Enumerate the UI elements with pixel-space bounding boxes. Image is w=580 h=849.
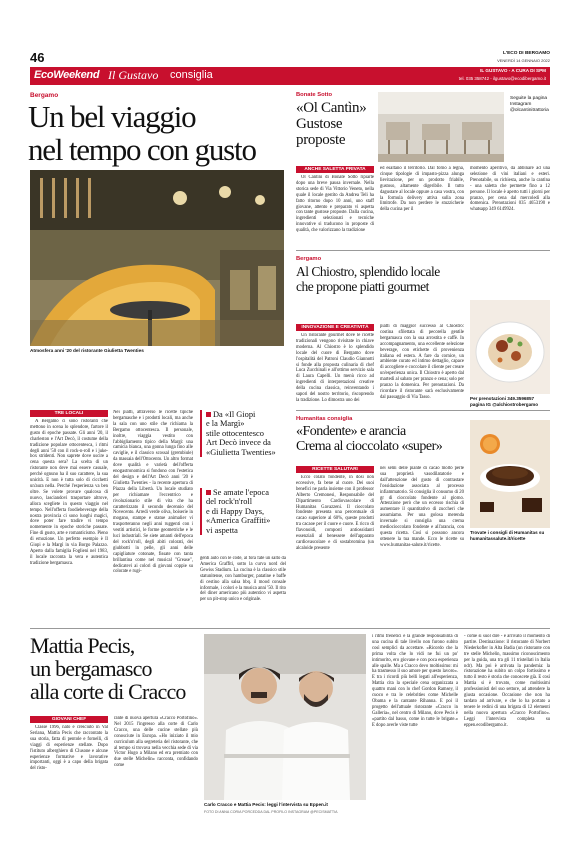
mattia-col3	[372, 634, 458, 819]
chiostro-kicker: Bergamo	[296, 256, 322, 262]
chiostro-dish-photo	[470, 300, 550, 394]
chiostro-col1	[296, 333, 374, 407]
mattia-photo	[204, 634, 366, 800]
chiostro-title-line1: Al Chiostro, splendido locale	[296, 264, 440, 279]
mattia-col3-text: i ritmi frenetici e la grande responsabilità di una cucina di tale livello non furono subito così semplici da accettare. «Ricordo che la prima volta che lo vidi ne fui un po' intimorito, ero giovane e con poca esperienza alle spalle. Ma a Cracco devo moltissimo: mi ha trasmesso il suo amore per questo lavoro». E tra i ricordi più belli legati all'esperienza, Mattia cita la speciale cena organizzata a quattro mani con lo chef Gordon Ramsey, il cuoco e tra le celebrities come Michelle Obama e la cantante Rihanna. E poi il progetto dell'attuale ristorante «Cracco in Galleria», nel centro di Milano, dove Pecis è «partito dal basso, come in tutte le brigate.» E dopo averle viste tutte	[372, 634, 458, 728]
section-gustavo: Il Gustavo	[108, 68, 159, 82]
cantini-side-note: Seguite la pagina Instagram @olcantinitrattoria	[510, 96, 549, 113]
mattia-col1-text: Classe 1996, nato e cresciuto in Val Seriana, Mattia Pecis che raccontato la sua storia, fatta di pentole e fornelli, di viaggi di esperienze stellate. Dopo l'istituto alberghiero di Clusone e alcune esperienze formative e lavorative importanti, oggi è a capo della brigata del risto-	[30, 725, 108, 772]
mattia-title-line3: alla corte di Cracco	[30, 679, 186, 704]
cantini-kicker: Bonate Sotto	[296, 92, 333, 98]
pull2-line5: vi aspetta	[206, 525, 238, 535]
section-consiglia: consiglia	[170, 69, 213, 81]
divider-chiostro	[296, 410, 550, 411]
fondente-kicker: Humanitas consiglia	[296, 416, 353, 422]
cantini-col1	[296, 175, 374, 247]
cantini-title-line2: Gustose	[296, 116, 343, 132]
cantini-title-line1: «Ol Cantìn»	[296, 100, 367, 116]
fondente-col2-text: nei semi delle piante di cacao molto perle sua proprietà vasodilatatorie e dall'attenzione del gusto di contrastare l'ossidazione associata al processo infiammatorio. Si consiglia il consumo di 20 gr di cioccolato fondente al giorno. Attenzione però che un eccesso rischia di aumentare il quantitativo di zuccheri che assumiamo. Per una golosa merenda invernale si consiglia una crema mediocioccolato fondente e all'arancia, con questa ricetta. Così si possono ancora ottenere la tua mande. Ecco le ricette su www.humanitas-salute.it/ricette.	[380, 466, 464, 548]
fondente-label: RICETTE SALUTARI	[296, 466, 374, 473]
mattia-col1	[30, 725, 108, 819]
main-photo-caption: Atmosfera anni '20 del ristorante Giulietta Twenties	[30, 348, 144, 353]
editor-line: IL GUSTAVO - A CURA DI SPM	[480, 68, 546, 73]
pull2-line3: e di Happy Days,	[206, 506, 265, 516]
mattia-col4	[464, 634, 550, 819]
mattia-title-line1: Mattia Pecis,	[30, 633, 135, 658]
fondente-col2	[380, 466, 464, 563]
pull1-line2: e la Margì»	[206, 419, 245, 429]
mattia-caption: Carlo Cracco e Mattia Pecis: leggi l'intervista su Eppen.it	[204, 802, 328, 807]
cantini-label: ANCHE SALETTA PRIVATA	[296, 166, 374, 173]
main-kicker: Bergamo	[30, 92, 59, 99]
fondente-title-line2: Crema al cioccolato «super»	[296, 439, 443, 454]
mattia-col2-text: rante di nuova apertura «Cracco Portofino». Nel 2015 l'ingresso alla corte di Carlo Cracco, una delle cucine stellate più conosciute in Europa. «Ho iniziato il mio curriculum alla segreteria del ristorante, che al tempo si trovava nella vecchia sede di via Victor Hugo a Milano ed era premiato con due stelle Michelin» racconta, confidando come	[114, 716, 198, 769]
divider-cantini	[296, 250, 550, 251]
section-ecoweekend: EcoWeekend	[34, 69, 100, 81]
pull1-line5: «Giulietta Twenties»	[206, 447, 276, 457]
cantini-col2-text: ed esaltano il territorio. Dal forno a legna, cinque tipologie di impasto-pizza alunga lievitazione, per un prodotto friabile, gustoso, altamente digeribile. Il tutto dagustare al locale oppure a casa vostra, con la formula delivery attiva sulla zona limitrofe. Da non perdere le stuzzicherie della cucina per il	[380, 166, 464, 213]
pull1-line4: Art Decò invece da	[206, 438, 271, 448]
main-title-line2: nel tempo con gusto	[28, 132, 256, 167]
cantini-col3	[470, 166, 550, 247]
chiostro-label: INNOVAZIONE E CREATIVITÀ	[296, 324, 374, 331]
chiostro-col2	[380, 324, 464, 407]
fondente-caption: Trovate i consigli di Humanitas su humanitassalute.it/ricette	[470, 530, 545, 541]
chiostro-col1-text: Un ristorante gourmet dove le ricette tradizionali vengono rivisitate in chiave moderna. Al Chiostro è lo splendido locale del cuore di Bergamo dove l'ospitalità del Patroni Claudio Giannotti si fonde alla proposta culinaria di chef Luca Zucchinali e all'ottimo servizio sala di Laura Capelli. Un menù ricco ad ingredienti di interpretazioni creative della cucina classica, reinventando i sapori del nostro territorio, riscoprendo la tradizione. Lo dimostra uno dei	[296, 333, 374, 403]
paper-name: L'ECO DI BERGAMO	[503, 51, 550, 56]
main-col3	[200, 556, 286, 616]
main-col2	[113, 410, 193, 649]
pull-quote-1	[200, 410, 286, 457]
issue-date: VENERDÌ 14 GENNAIO 2022	[497, 58, 550, 63]
pull1-line1: Da «Il Giopi	[213, 410, 256, 419]
pull-quote-2	[200, 488, 286, 535]
main-col1	[30, 419, 108, 649]
restaurant-photo	[30, 170, 284, 346]
mattia-col2	[114, 716, 198, 819]
main-col2-text: Nei piatti, attraverso le ricette tipiche bergamasche e i prodotti locali, ma anche la sala con uno stile che richiama la Bergamo ottocentesca. Il personale, inoltre, viaggia vestito con l'abbigliamento tipico della Margì: una camicia bianca, una gonna lunga fino alle caviglie, e il classico scossal (grembiule) da massaia dell'Ottocento. Un altro format dove qualità e varietà dell'offerta enogastronomica si fondono con l'estetica del design e dell'Art Decò anni '20 è Giulietta Twenties - la recente apertura di Piazza della Libertà. Un locale studiato per richiamare l'eccentrico e rivoluzionario stile di vita che ha caratterizzato il secondo decennio del Novecento. Arredi verde oliva, boiserie in mogano, stampe e statue animalier vi trasporteranno negli anni ruggenti con i vestiti artistici, le forme geometriche e le luci industriali. Se siete amanti dell'epoca del rock'n'roll, degli abiti colorati, dei giubbotti in pelle, gli anni delle capigliature cotonate, fissate con tanta brillantina come nel musical "Grease", dedicatevi ai colori di giovani coppie su colorate e rugi-	[113, 410, 193, 575]
main-col3-text: genti auto con le code, al fora fate un salto da America Graffiti, sotto la curva nord del Gewiss Stadium. La cucina è la classico stile statunitense, con hamburger, patatine e baffe di cestino alla salsa bbq. il mood consale informale, i colori e la musica anni '50. Il rito del diner americano più autentico vi aspetta per un pit-stop unico e originale.	[200, 556, 286, 603]
chiostro-caption: Per prenotazioni 349.3596857 pagina IG @alchiostrobergamo	[470, 396, 539, 407]
main-title-line1: Un bel viaggio	[28, 99, 196, 134]
fondente-col1-text: Ecco colato fondente, in dosi non eccessive, fa bene al cuore. Dei suoi benefici ne parla insieme con il professor Alberto Cremonesi, Responsabile del Dipartimento Cardiovascolare di Humanitas Gavazzeni. Il cioccolato fondente presenta una percentuale di cacao superiore al 60%, queste prodotti tra cacaoe per il cuore e cuore. E ricco di flavonoidi, composti antiossidanti essenziali al benessere dell'apparato cardiovascolare e di sostabromina (un alcaloide presente	[296, 475, 374, 551]
main-label: TRE LOCALI	[30, 410, 108, 417]
mattia-col4-text: - come si suol dire - è arrivato il momento di partire. Destinazione: il ristorante di Norbert Niederkofler in Alta Badia (un ristorante con tre stelle Michelin, massimo riconoscimento per la guida, una tra gli 11 tristellati in Italia ndr). Ma poi è arrivata la pandemia: la ristorazione ha subito un colpo fortissimo e tutto il resto è storia che conoscete già. E così Mattia si è trovato, come moltissimi professionisti del suo settore, ad attendere la giusta occasione. Occasione che non ha tardato ad arrivare, e che lo ha portato a tenere le redini di una brigata di 12 elementi nella nuova apertura «Cracco Portofino». Leggi l'intervista completa su eppen.ecodibergamo.it.	[464, 634, 550, 728]
cantini-col2	[380, 166, 464, 247]
cantini-col3-text: momento aperitivo, da abbinare ad una selezione di vini italiani e esteri. Prenotabile, su richiesta, anche la cantina - una saletta che permette fino a 12 persone. Il locale è aperto tutti i giorni per pranzo, per cena dal mercoledì alla domenica. Prenotazioni 035 4653190 e whatsapp 349 6149924.	[470, 166, 550, 213]
cantini-col1-text: Ol Cantini di Bonate Sotto ripiarte dopo una breve pausa invernale. Nella storica sede di Via Vittorio Veneto, nella quale il locale gestito da Andrea Teli ha fatto ritorno dopo 10 anni, uno staff giovane, attento e preparato vi aspetta con tante gustose proposte. Dalla cucina, ingredienti selezionati e tecniche innovative si traducono in proposte di qualità, che valorizzano la tradizione	[296, 175, 374, 234]
main-col1-text: A Bergamo ci sono ristoranti che mettono in scena lo splendore, fartore il gusto di epoche passate. Gli anni '20, il charleston e l'Art Decò, il costume della tradizione popolare ottocentesca, i ritmi degli anni '50 con il rock-n-roll e i juke-box stridenti. Non saprete dove uscire a cena questa sera? La scelta di un ristorante non deve mai essere casuale, perché ognuno ha il suo carattere, la sua unicità. E non è tutta solo di cicchetti un'aura nella. Perché l'esperienza va ben oltre. Se volete provare qualcosa di nuovo, lasciandovi trasportare altrove, allora scegliete in questo viaggio nel tempo. Nell'offerta foodiebeverage della nostra provincia ci sono luoghi magici, dove poter fare tradire vi tempo nomemente in epoche storiche passate. Fine di gusto, arte e romanticismo. Pieno di emozione. Un perfetto esempio è Il Giopi e la Margì in via Borgo Palazzo. Aperto dalla famiglia Foglieni nel 1983, il locale racconta la vera e autentica tradizione bergamasca.	[30, 419, 108, 566]
page-number: 46	[30, 50, 45, 65]
fondente-chocolate-photo	[470, 420, 550, 528]
contact-line: tel. 035 358742 - ilgustavo@ecodibergamo.it	[458, 76, 546, 81]
cantini-title-line3: proposte	[296, 132, 346, 148]
chiostro-title-line2: che propone piatti gourmet	[296, 279, 429, 294]
mattia-title-line2: un bergamasco	[30, 656, 152, 681]
cantini-photo	[378, 92, 504, 162]
pull1-line3: stile ottocentesco	[206, 428, 264, 438]
divider-mattia	[30, 628, 550, 629]
mattia-label: GIOVANI CHEF	[30, 716, 108, 723]
pull2-line2: del rock'n'roll	[206, 497, 253, 507]
pull2-line4: «America Graffiti»	[206, 516, 271, 526]
fondente-col1	[296, 475, 374, 563]
pull2-line1: Se amate l'epoca	[213, 488, 269, 497]
fondente-title-line1: «Fondente» e arancia	[296, 424, 406, 439]
mattia-photo-credit: FOTO DI ANNA CORIA PORCEDDA DAL PROFILO INSTAGRAM @PECISMATTIA	[204, 810, 338, 814]
chiostro-col2-text: piatti di maggior successo al Chiostro: costina sfilettata di pecorella gentile bergamasca con la sua arrostita e caffè. In accompagnamento, una eccellente selezione beverage, con etichette di provenienza italiana ed estera. A fare da cornice, un ambiente curato ed intimo dettaglio, capace di accogliere e coccolare il cliente per creare un'esperienza unica. Il Chiostro è aperto dal martedì al sabato per pranzo e cena; solo per pranzo la domenica. Per prenotazioni. Da ricordare il ristorante sarà esclusivamente dal passaggio di Via Tasso.	[380, 324, 464, 400]
